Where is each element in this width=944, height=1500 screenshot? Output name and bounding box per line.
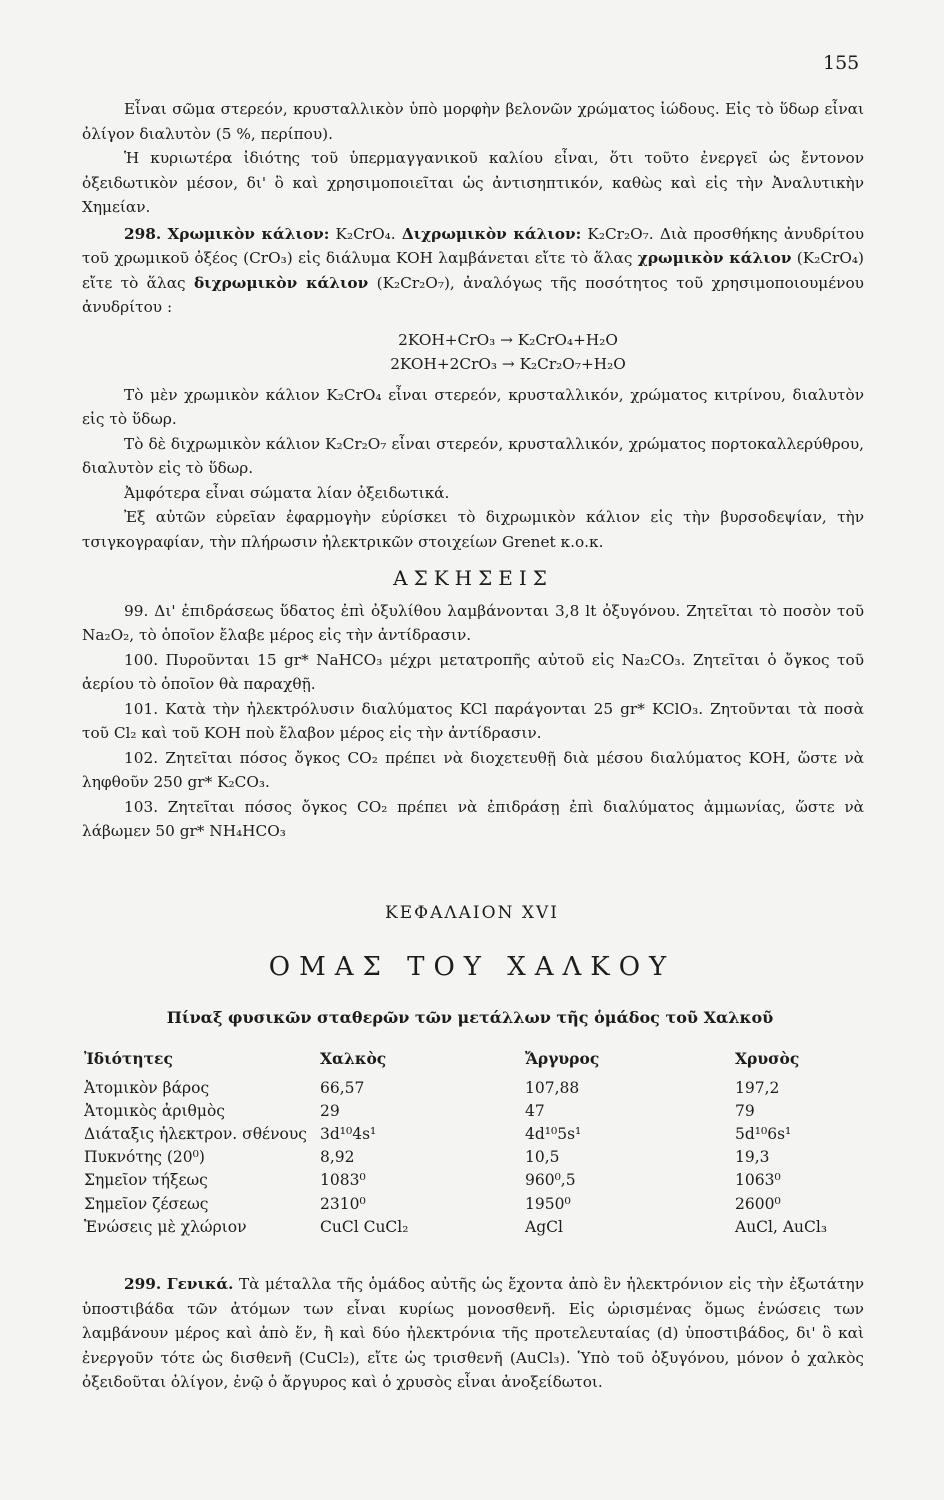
table-row <box>84 1076 846 1099</box>
section-299-block <box>82 1272 864 1395</box>
exercise-101: 101. Κατὰ τὴν ἠλεκτρόλυσιν διαλύματος KCl παράγονται 25 gr* KClO₃. Ζητοῦνται τὰ ποσὰ τοῦ Cl₂ καὶ τοῦ KOH ποὺ ἔλαβον μέρος εἰς τὴν ἀντίδρασιν. <box>82 699 864 742</box>
table-row <box>84 1192 846 1215</box>
table-row <box>84 1122 846 1145</box>
both-oxidizing-paragraph: Ἀμφότερα εἶναι σώματα λίαν ὀξειδωτικά. <box>124 483 450 502</box>
gold-value: 79 <box>735 1101 755 1120</box>
chromate-paragraph: Τὸ μὲν χρωμικὸν κάλιον K₂CrO₄ εἶναι στερεόν, κρυσταλλικόν, χρώματος κιτρίνου, διαλυτὸν εἰς τὸ ὕδωρ. <box>82 385 864 428</box>
upper-text-block <box>82 97 864 844</box>
dichromate-paragraph: Τὸ δὲ διχρωμικὸν κάλιον K₂Cr₂O₇ εἶναι στερεόν, κρυσταλλικόν, χρώματος πορτοκαλλερύθρου, διαλυτὸν εἰς τὸ ὕδωρ. <box>82 434 864 477</box>
silver-value: 10,5 <box>525 1148 560 1167</box>
exercise-103: 103. Ζητεῖται πόσος ὄγκος CO₂ πρέπει νὰ ἐπιδράσῃ ἐπὶ διαλύματος ἀμμωνίας, ὥστε νὰ λάβωμεν 50 gr* NH₄HCO₃ <box>82 797 864 840</box>
applications-paragraph: Ἐξ αὐτῶν εὐρεῖαν ἐφαρμογὴν εὑρίσκει τὸ διχρωμικὸν κάλιον εἰς τὴν βυρσοδεψίαν, τὴν τσιγκογραφίαν, τὴν πλήρωσιν ἠλεκτρικῶν στοιχείων Grenet κ.ο.κ. <box>82 508 864 551</box>
intro-paragraph-2: Ἡ κυριωτέρα ἰδιότης τοῦ ὑπερμαγγανικοῦ καλίου εἶναι, ὅτι τοῦτο ἐνεργεῖ ὡς ἔντονον ὀξειδωτικὸν μέσον, δι' ὃ καὶ χρησιμοποιεῖται ὡς ἀντισηπτικόν, καθὼς καὶ εἰς τὴν Ἀναλυτικὴν Χημείαν. <box>82 149 864 216</box>
silver-value: 960⁰,5 <box>525 1171 576 1190</box>
row-label: Ἀτομικὸς ἀριθμὸς <box>84 1101 225 1120</box>
chapter-label: ΚΕΦΑΛΑΙΟΝ XVI <box>385 903 559 923</box>
header-properties: Ἰδιότητες <box>84 1048 173 1068</box>
page-number: 155 <box>823 52 860 74</box>
equation-2: 2KOH+2CrO₃ → K₂Cr₂O₇+H₂O <box>390 355 626 373</box>
gold-value: 1063⁰ <box>735 1171 781 1190</box>
section-299-title: Γενικά. <box>166 1275 234 1293</box>
header-gold: Χρυσὸς <box>735 1048 800 1068</box>
copper-value: 1083⁰ <box>320 1171 366 1190</box>
formula-potassium-dichromate: K₂Cr₂O₇. <box>587 224 654 243</box>
table-row <box>84 1099 846 1122</box>
exercise-102: 102. Ζητεῖται πόσος ὄγκος CO₂ πρέπει νὰ διοχετευθῇ διὰ μέσου διαλύματος KOH, ὥστε νὰ ληφθοῦν 250 gr* K₂CO₃. <box>82 748 864 791</box>
exercise-100: 100. Πυροῦνται 15 gr* NaHCO₃ μέχρι μετατροπῆς αὐτοῦ εἰς Na₂CO₃. Ζητεῖται ὁ ὄγκος τοῦ ἀερίου τὸ ὁποῖον θὰ παραχθῇ. <box>82 650 864 693</box>
table-row <box>84 1215 846 1238</box>
copper-value: 29 <box>320 1101 340 1120</box>
section-299-number: 299. <box>124 1275 162 1293</box>
table-row <box>84 1169 846 1192</box>
section-298-bold-2: διχρωμικὸν κάλιον <box>193 273 369 292</box>
copper-value: 8,92 <box>320 1148 355 1167</box>
copper-value: CuCl CuCl₂ <box>320 1217 409 1236</box>
row-label: Πυκνότης (20⁰) <box>84 1148 205 1167</box>
formula-potassium-chromate: K₂CrO₄. <box>335 224 396 243</box>
section-298-term-2: Διχρωμικὸν κάλιον: <box>401 224 582 243</box>
row-label: Ἑνώσεις μὲ χλώριον <box>84 1217 247 1236</box>
section-298-text-c: (K₂Cr₂O₇), ἀναλόγως τῆς ποσότητος τοῦ χρησιμοποιουμένου ἀνυδρίτου : <box>82 273 864 316</box>
copper-value: 3d¹⁰4s¹ <box>320 1124 377 1143</box>
gold-value: AuCl, AuCl₃ <box>735 1217 828 1236</box>
gold-value: 19,3 <box>735 1148 770 1167</box>
gold-value: 2600⁰ <box>735 1194 781 1213</box>
section-298-number: 298. <box>124 224 162 243</box>
section-298-term-1: Χρωμικὸν κάλιον: <box>167 224 330 243</box>
table-row <box>84 1146 846 1169</box>
equation-1: 2KOH+CrO₃ → K₂CrO₄+H₂O <box>398 330 618 349</box>
section-299-paragraph <box>82 1272 864 1395</box>
row-label: Σημεῖον ζέσεως <box>84 1194 209 1213</box>
table-header-row <box>84 1040 846 1076</box>
row-label: Σημεῖον τήξεως <box>84 1171 208 1190</box>
gold-value: 197,2 <box>735 1078 780 1097</box>
header-copper: Χαλκὸς <box>320 1048 387 1068</box>
silver-value: 47 <box>525 1101 545 1120</box>
row-label: Διάταξις ἠλεκτρον. σθένους <box>84 1124 307 1143</box>
section-298-bold-1: χρωμικὸν κάλιον <box>637 249 792 267</box>
row-label: Ἀτομικὸν βάρος <box>84 1078 210 1097</box>
gold-value: 5d¹⁰6s¹ <box>735 1124 792 1143</box>
silver-value: 1950⁰ <box>525 1194 571 1213</box>
exercise-99: 99. Δι' ἐπιδράσεως ὕδατος ἐπὶ ὀξυλίθου λαμβάνονται 3,8 lt ὀξυγόνου. Ζητεῖται τὸ ποσὸν τοῦ Na₂O₂, τὸ ὁποῖον ἔλαβε μέρος εἰς τὴν ἀντίδρασιν. <box>82 601 864 644</box>
header-silver: Ἄργυρος <box>525 1048 600 1068</box>
metal-constants-table <box>84 1040 846 1238</box>
silver-value: 4d¹⁰5s¹ <box>525 1124 582 1143</box>
chapter-title: ΟΜΑΣ ΤΟΥ ΧΑΛΚΟΥ <box>268 952 676 982</box>
copper-value: 2310⁰ <box>320 1194 366 1213</box>
section-299-text: Τὰ μέταλλα τῆς ὁμάδος αὐτῆς ὡς ἔχοντα ἀπὸ ἓν ἠλεκτρόνιον εἰς τὴν ἐξωτάτην ὑποστιβάδα τῶν ἀτόμων των εἶναι κυρίως μονοσθενῆ. Εἰς ὡρισμένας ὅμως ἑνώσεις των λαμβάνουν μέρος καὶ ἀπὸ ἕν, ἢ καὶ δύο ἠλεκτρόνια τῆς προτελευταίας (d) ὑποστιβάδος, δι' ὃ καὶ ἐνεργοῦν τότε ὡς δισθενῆ (CuCl₂), εἴτε ὡς τρισθενῆ (AuCl₃). Ὑπὸ τοῦ ὀξυγόνου, μόνον ὁ χαλκὸς ὀξειδοῦται ὀλίγον, ἐνῷ ὁ ἄργυρος καὶ ὁ χρυσὸς εἶναι ἀνοξείδωτοι. <box>82 1275 864 1391</box>
exercises-heading: ΑΣΚΗΣΕΙΣ <box>393 566 553 590</box>
silver-value: 107,88 <box>525 1078 580 1097</box>
silver-value: AgCl <box>525 1217 563 1236</box>
table-caption: Πίναξ φυσικῶν σταθερῶν τῶν μετάλλων τῆς ὁμάδος τοῦ Χαλκοῦ <box>166 1008 774 1027</box>
section-298-paragraph <box>82 222 864 320</box>
section-298-text-b: (K₂CrO₄) εἴτε τὸ ἅλας <box>82 249 864 292</box>
copper-value: 66,57 <box>320 1078 365 1097</box>
section-298-text-a: Διὰ προσθήκης ἀνυδρίτου τοῦ χρωμικοῦ ὀξέος (CrO₃) εἰς διάλυμα KOH λαμβάνεται εἴτε τὸ ἅλας <box>82 224 864 267</box>
intro-paragraph-1: Εἶναι σῶμα στερεόν, κρυσταλλικὸν ὑπὸ μορφὴν βελονῶν χρώματος ἰώδους. Εἰς τὸ ὕδωρ εἶναι ὀλίγον διαλυτὸν (5 %, περίπου). <box>82 100 864 143</box>
